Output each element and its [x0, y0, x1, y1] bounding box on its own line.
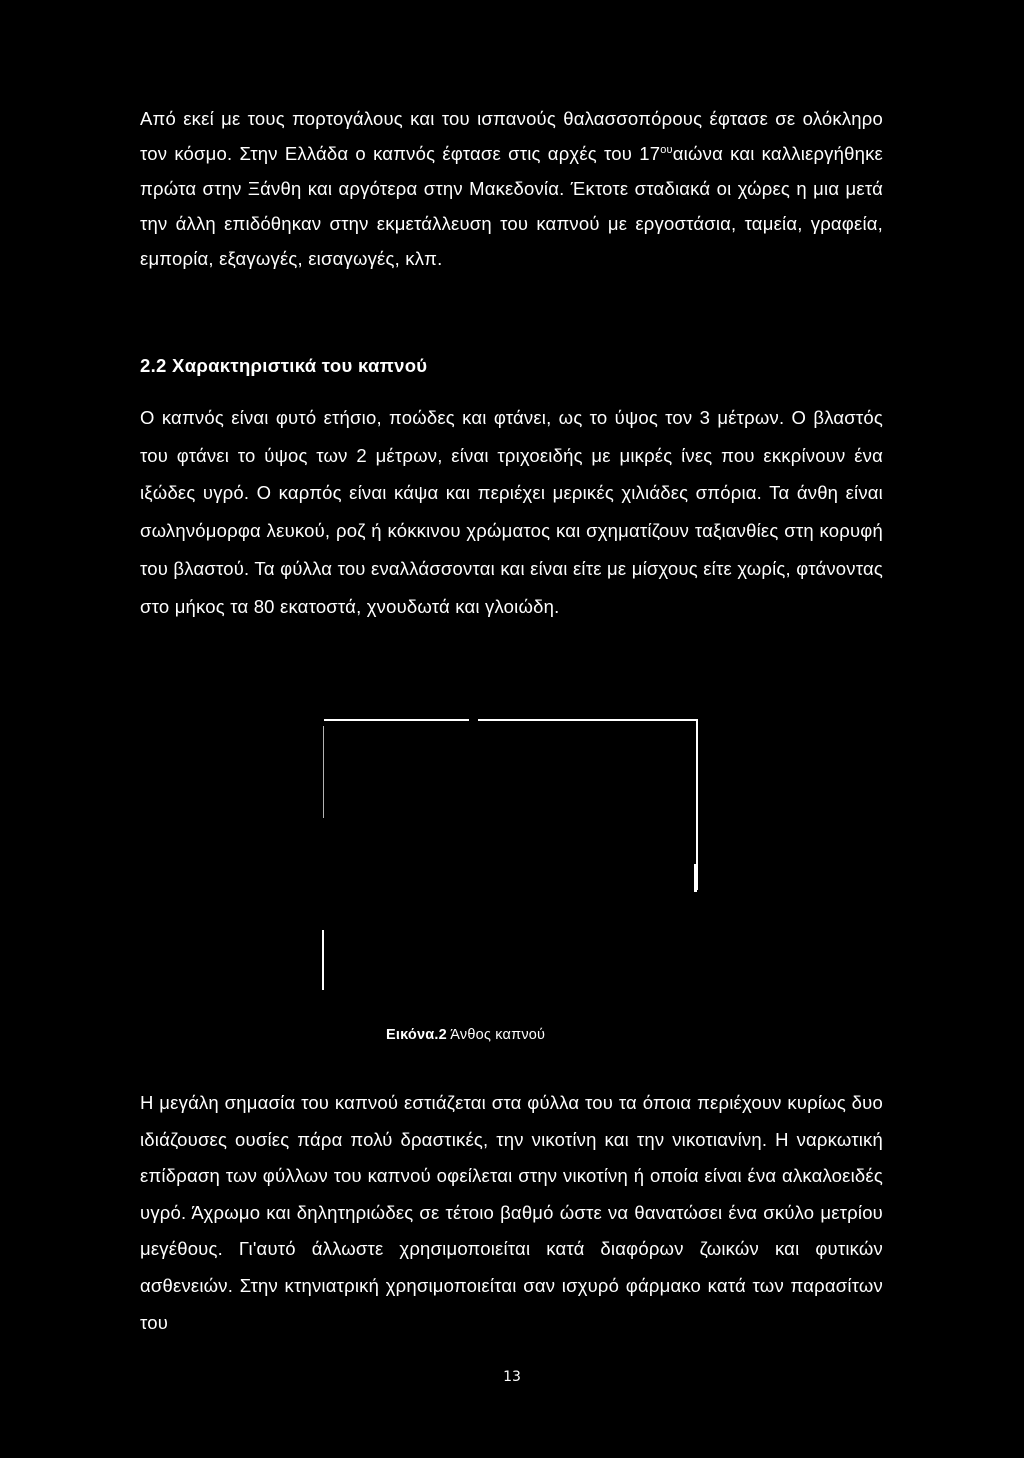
paragraph-nicotine-text: Η μεγάλη σημασία του καπνού εστιάζεται στα φύλλα του τα όποια περιέχουν κυρίως δυο ιδιάζουσες ουσίες πάρα πολύ δραστικές, την νικοτίνη και την νικοτιανίνη. Η ναρκωτική επίδραση των φύλλων του καπνού οφείλεται στην νικοτίνη ή οποία είναι ένα αλκαλοειδές υγρό. Άχρωμο και δηλητηριώδες σε τέτοιο βαθμό ώστε να θανατώσει ένα σκύλο μετρίου μεγέθους. Γι'αυτό άλλωστε χρησιμοποιείται κατά διαφόρων ζωικών και φυτικών ασθενειών. Στην κτηνιατρική χρησιμοποιείται σαν ισχυρό φάρμακο κατά των παρασίτων του	[140, 1092, 883, 1333]
figure-caption	[386, 1027, 545, 1043]
figure-right-edge-tick	[694, 864, 697, 892]
figure-left-edge-lower	[322, 930, 324, 990]
paragraph-characteristics-text: Ο καπνός είναι φυτό ετήσιο, ποώδες και φτάνει, ως το ύψος τον 3 μέτρων. Ο βλαστός του φτάνει το ύψος των 2 μέτρων, είναι τριχοειδής με μικρές ίνες που εκκρίνουν ένα ιξώδες υγρό. Ο καρπός είναι κάψα και περιέχει μερικές χιλιάδες σπόρια. Τα άνθη είναι σωληνόμορφα λευκού, ροζ ή κόκκινου χρώματος και σχηματίζουν ταξιανθίες στη κορυφή του βλαστού. Τα φύλλα του εναλλάσσονται και είναι είτε με μίσχους είτε χωρίς, φτάνοντας στο μήκος τα 80 εκατοστά, χνουδωτά και γλοιώδη.	[140, 407, 883, 617]
figure-caption-label: Εικόνα.2	[386, 1027, 447, 1043]
figure-left-edge-upper	[323, 726, 324, 818]
figure-caption-text: Άνθος καπνού	[446, 1027, 546, 1043]
paragraph-history	[140, 101, 883, 276]
paragraph-characteristics	[140, 399, 883, 625]
paragraph-history-text	[140, 101, 883, 276]
figure-tobacco-flower	[320, 716, 704, 996]
paragraph-history-part-b: αιώνα και καλλιεργήθηκε πρώτα στην Ξάνθη και αργότερα στην Μακεδονία. Έκτοτε σταδιακά οι χώρες η μια μετά την άλλη επιδόθηκαν στην εκμετάλλευση του καπνού με εργοστάσια, ταμεία, γραφεία, εμπορία, εξαγωγές, εισαγωγές, κλπ.	[140, 143, 883, 269]
century-superscript: ου	[660, 143, 673, 156]
figure-top-edge-right	[478, 719, 698, 721]
paragraph-history-part-a: Από εκεί με τους πορτογάλους και του ισπανούς θαλασσοπόρους έφτασε σε ολόκληρο τον κόσμο. Στην Ελλάδα ο καπνός έφτασε στις αρχές του 17	[140, 108, 883, 164]
figure-top-edge	[324, 719, 469, 721]
section-heading: 2.2 Χαρακτηριστικά του καπνού	[140, 355, 428, 376]
page-number: 13	[503, 1369, 521, 1385]
paragraph-nicotine	[140, 1085, 883, 1341]
